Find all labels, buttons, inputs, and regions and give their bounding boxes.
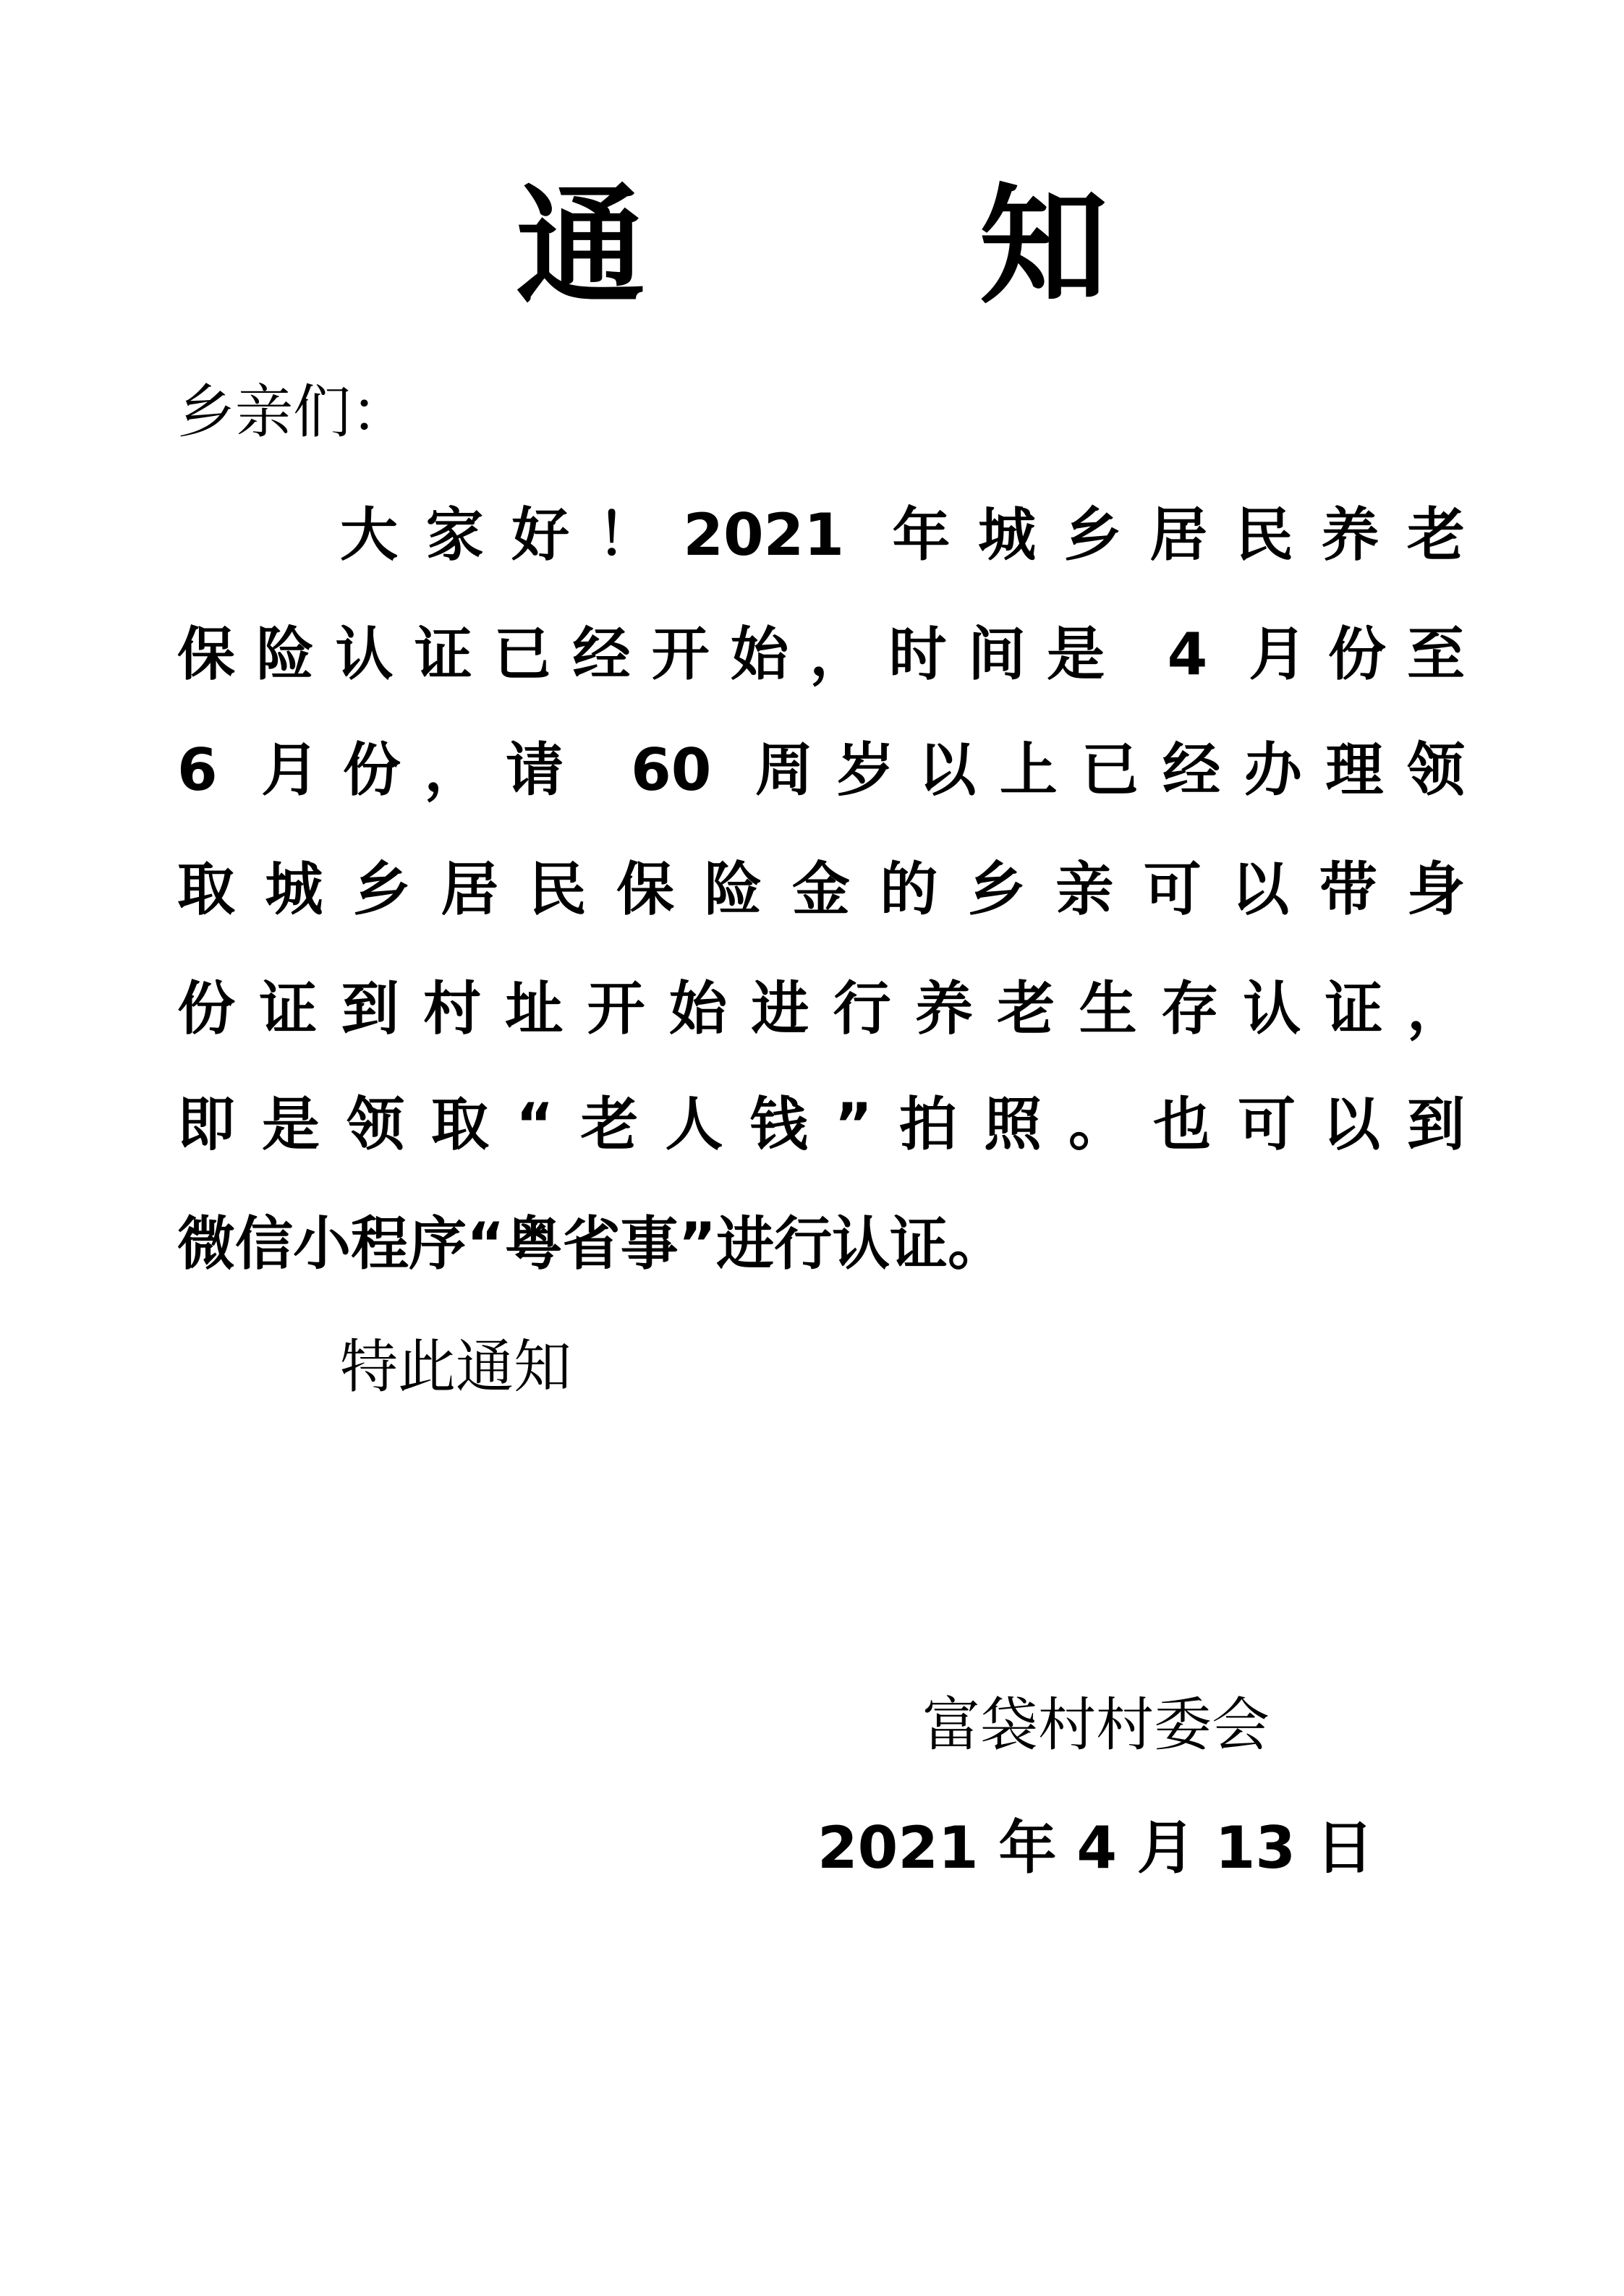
closing-text: 特此通知 [340,1333,571,1400]
signer: 富袋村村委会 [922,1691,1270,1759]
body-line-6: 即是领取“老人钱”拍照。也可以到 [177,1091,1465,1158]
notice-date: 2021 年 4 月 13 日 [817,1814,1374,1882]
body-line-4: 取城乡居民保险金的乡亲可以带身 [177,856,1465,923]
notice-title: 通 知 [516,170,1253,321]
body-line-2: 保险认证已经开始，时间是 4 月份至 [177,621,1465,688]
body-line-1: 大家好！2021 年城乡居民养老 [340,501,1465,569]
body-line-7: 微信小程序“粤省事”进行认证。 [177,1210,1006,1277]
greeting: 乡亲们： [177,378,409,446]
body-line-3: 6 月份，请 60 周岁以上已经办理领 [177,736,1465,804]
body-line-5: 份证到村址开始进行养老生存认证， [177,975,1465,1042]
